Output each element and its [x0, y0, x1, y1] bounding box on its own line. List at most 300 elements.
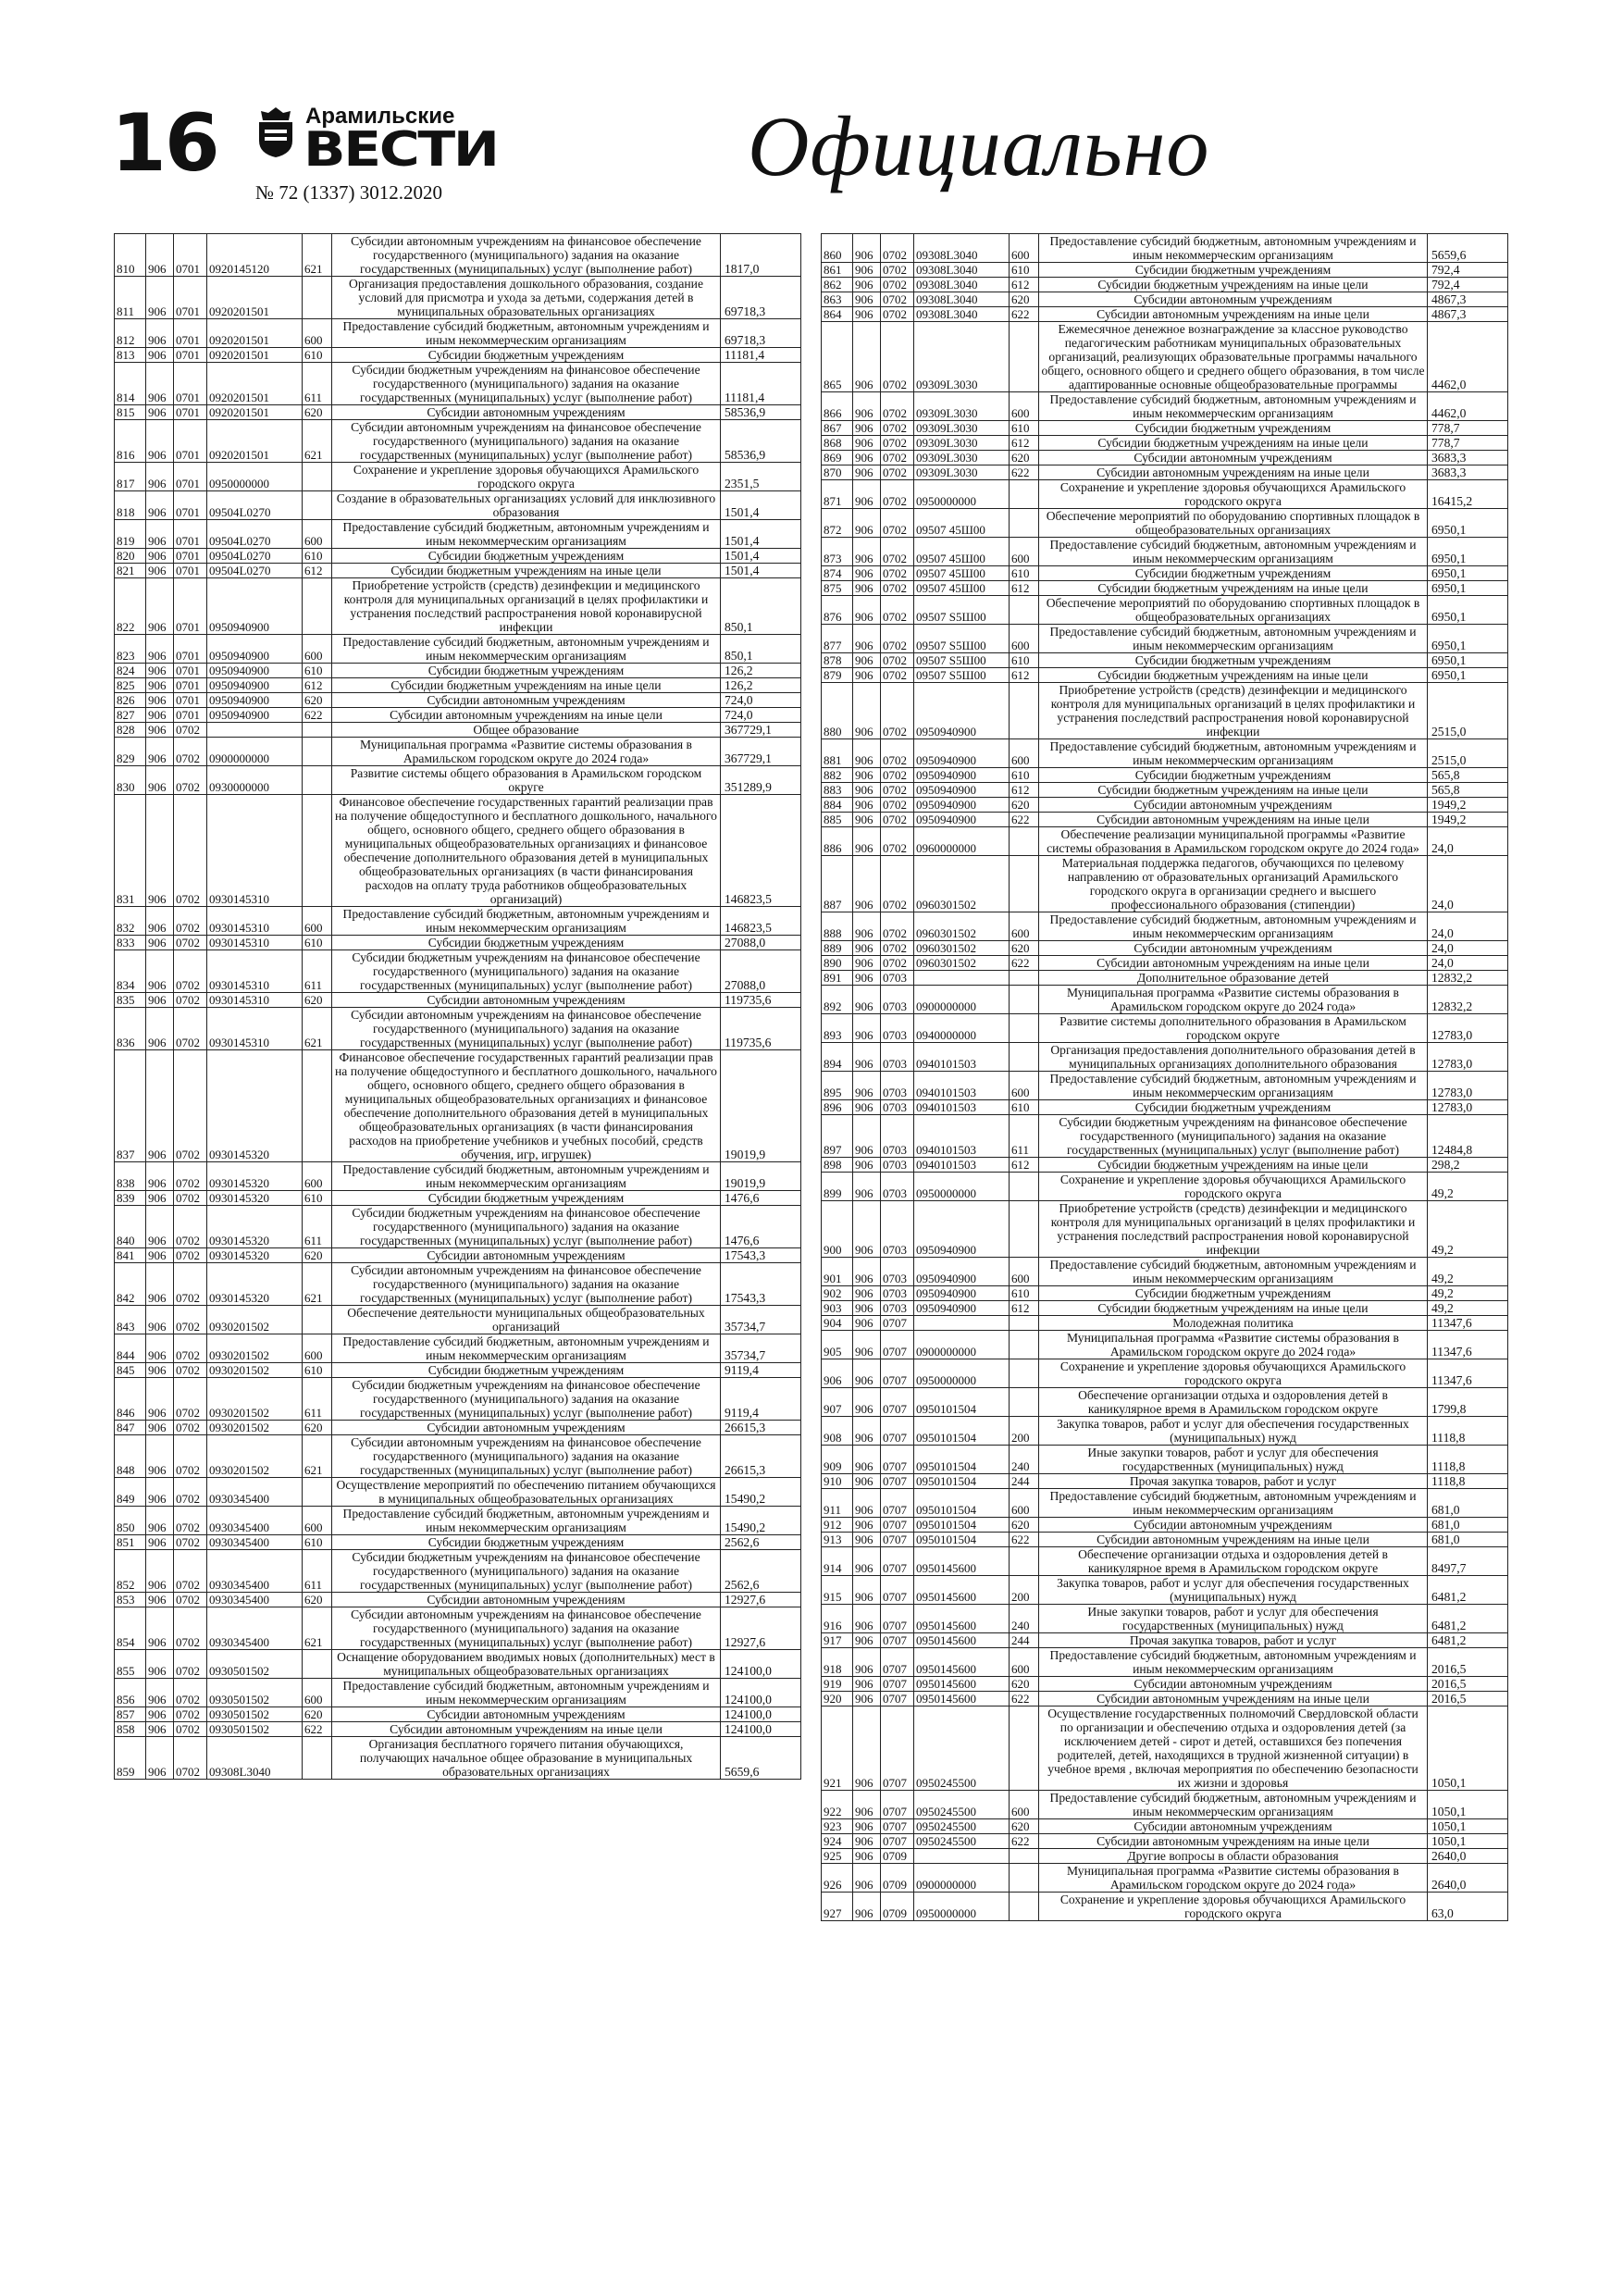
amount: 4462,0 — [1428, 322, 1508, 392]
amount: 26615,3 — [721, 1421, 801, 1435]
admin-code: 906 — [146, 1334, 174, 1363]
target-code: 0920201501 — [207, 348, 303, 363]
table-row — [822, 1633, 1508, 1648]
expense-type: 611 — [303, 363, 332, 405]
table-row — [822, 1605, 1508, 1633]
description: Организация предоставления дошкольного образования, создание условий для присмотра и ухода за детьми, содержания детей в муниципальных образовательных организациях — [332, 277, 721, 319]
amount: 11347,6 — [1428, 1359, 1508, 1388]
section-code: 0702 — [881, 798, 914, 813]
row-number: 887 — [822, 856, 853, 912]
table-row — [115, 420, 801, 463]
expense-type: 621 — [303, 1607, 332, 1650]
table-row — [822, 451, 1508, 465]
admin-code: 906 — [146, 1421, 174, 1435]
target-code: 0940000000 — [914, 1014, 1010, 1043]
section-code: 0701 — [174, 363, 207, 405]
section-code: 0702 — [881, 912, 914, 941]
amount: 6481,2 — [1428, 1633, 1508, 1648]
table-row — [115, 708, 801, 723]
target-code: 0950101504 — [914, 1446, 1010, 1474]
expense-type: 600 — [303, 1162, 332, 1191]
row-number: 831 — [115, 795, 146, 907]
table-row — [822, 596, 1508, 625]
table-row — [822, 436, 1508, 451]
amount: 146823,5 — [721, 795, 801, 907]
row-number: 873 — [822, 538, 853, 566]
description: Субсидии бюджетным учреждениям — [332, 664, 721, 678]
target-code: 0900000000 — [914, 986, 1010, 1014]
table-row — [822, 1677, 1508, 1692]
row-number: 894 — [822, 1043, 853, 1072]
admin-code: 906 — [146, 993, 174, 1008]
amount: 1050,1 — [1428, 1791, 1508, 1819]
amount: 6950,1 — [1428, 625, 1508, 653]
section-code: 0702 — [174, 1478, 207, 1507]
description: Осуществление мероприятий по обеспечению питанием обучающихся в муниципальных общеобразовательных организациях — [332, 1478, 721, 1507]
target-code: 0930201502 — [207, 1334, 303, 1363]
row-number: 898 — [822, 1158, 853, 1173]
table-row — [115, 993, 801, 1008]
description: Предоставление субсидий бюджетным, автономным учреждениям и иным некоммерческим организациям — [332, 1679, 721, 1707]
target-code: 0950000000 — [914, 1173, 1010, 1201]
expense-type: 612 — [1010, 436, 1039, 451]
section-code: 0703 — [881, 1173, 914, 1201]
section-code: 0702 — [881, 421, 914, 436]
target-code: 0930201502 — [207, 1363, 303, 1378]
row-number: 907 — [822, 1388, 853, 1417]
amount: 351289,9 — [721, 766, 801, 795]
amount: 2562,6 — [721, 1550, 801, 1593]
table-row — [822, 971, 1508, 986]
description: Субсидии бюджетным учреждениям — [332, 549, 721, 564]
row-number: 874 — [822, 566, 853, 581]
description: Субсидии бюджетным учреждениям — [332, 1191, 721, 1206]
table-row — [115, 1593, 801, 1607]
table-row — [115, 635, 801, 664]
section-code: 0702 — [174, 936, 207, 950]
section-code: 0707 — [881, 1417, 914, 1446]
section-code: 0703 — [881, 1100, 914, 1115]
row-number: 903 — [822, 1301, 853, 1316]
target-code: 0950940900 — [207, 635, 303, 664]
table-row — [822, 392, 1508, 421]
section-code: 0703 — [881, 1286, 914, 1301]
table-row — [115, 520, 801, 549]
target-code: 09309L3030 — [914, 451, 1010, 465]
admin-code: 906 — [146, 1478, 174, 1507]
description: Предоставление субсидий бюджетным, автономным учреждениям и иным некоммерческим организациям — [1039, 1489, 1428, 1518]
brand-big: ВЕСТИ — [304, 122, 498, 178]
description: Субсидии автономным учреждениям — [332, 1593, 721, 1607]
admin-code: 906 — [853, 234, 881, 263]
description: Предоставление субсидий бюджетным, автономным учреждениям и иным некоммерческим организациям — [332, 1334, 721, 1363]
section-code: 0702 — [881, 739, 914, 768]
row-number: 848 — [115, 1435, 146, 1478]
expense-type: 621 — [303, 1008, 332, 1050]
section-code: 0702 — [174, 723, 207, 738]
target-code: 09504L0270 — [207, 564, 303, 578]
amount: 778,7 — [1428, 436, 1508, 451]
row-number: 819 — [115, 520, 146, 549]
expense-type: 620 — [1010, 451, 1039, 465]
expense-type — [1010, 971, 1039, 986]
table-row — [822, 1834, 1508, 1849]
admin-code: 906 — [146, 1707, 174, 1722]
table-row — [822, 798, 1508, 813]
target-code: 0930145320 — [207, 1050, 303, 1162]
description: Материальная поддержка педагогов, обучающихся по целевому направлению от образовательных организаций Арамильского городского округа в организации среднего и высшего профессионального образования (стипендии) — [1039, 856, 1428, 912]
amount: 2016,5 — [1428, 1692, 1508, 1706]
description: Организация бесплатного горячего питания обучающихся, получающих начальное общее образование в муниципальных образовательных организациях — [332, 1737, 721, 1780]
row-number: 900 — [822, 1201, 853, 1258]
admin-code: 906 — [146, 1248, 174, 1263]
table-row — [115, 693, 801, 708]
admin-code: 906 — [146, 1162, 174, 1191]
description: Приобретение устройств (средств) дезинфекции и медицинского контроля для муниципальных организаций в целях профилактики и устранения последствий распространения новой коронавирусной инфекции — [332, 578, 721, 635]
description: Субсидии бюджетным учреждениям — [332, 1363, 721, 1378]
table-row — [822, 1359, 1508, 1388]
description: Субсидии автономным учреждениям на иные цели — [332, 708, 721, 723]
amount: 724,0 — [721, 693, 801, 708]
table-row — [115, 1421, 801, 1435]
description: Субсидии бюджетным учреждениям на иные цели — [1039, 436, 1428, 451]
expense-type: 620 — [303, 1421, 332, 1435]
admin-code: 906 — [853, 392, 881, 421]
admin-code: 906 — [853, 1633, 881, 1648]
amount: 63,0 — [1428, 1893, 1508, 1921]
table-row — [822, 783, 1508, 798]
row-number: 921 — [822, 1706, 853, 1791]
table-row — [822, 1706, 1508, 1791]
table-row — [822, 1158, 1508, 1173]
row-number: 897 — [822, 1115, 853, 1158]
admin-code: 906 — [146, 950, 174, 993]
expense-type: 620 — [1010, 1677, 1039, 1692]
admin-code: 906 — [853, 1692, 881, 1706]
row-number: 881 — [822, 739, 853, 768]
table-row — [822, 1100, 1508, 1115]
table-row — [115, 766, 801, 795]
section-code: 0701 — [174, 635, 207, 664]
target-code: 0950245500 — [914, 1706, 1010, 1791]
row-number: 838 — [115, 1162, 146, 1191]
amount: 1118,8 — [1428, 1474, 1508, 1489]
row-number: 926 — [822, 1864, 853, 1893]
table-row — [822, 1819, 1508, 1834]
expense-type: 610 — [303, 664, 332, 678]
issue-line: № 72 (1337) 3012.2020 — [255, 181, 443, 204]
description: Субсидии автономным учреждениям — [1039, 1518, 1428, 1533]
amount: 3683,3 — [1428, 465, 1508, 480]
section-code: 0702 — [881, 956, 914, 971]
admin-code: 906 — [853, 1547, 881, 1576]
description: Предоставление субсидий бюджетным, автономным учреждениям и иным некоммерческим организациям — [332, 635, 721, 664]
amount: 2640,0 — [1428, 1849, 1508, 1864]
left-column — [114, 233, 800, 1780]
expense-type: 200 — [1010, 1576, 1039, 1605]
description: Субсидии автономным учреждениям — [332, 1248, 721, 1263]
expense-type: 610 — [1010, 1286, 1039, 1301]
amount: 24,0 — [1428, 827, 1508, 856]
target-code: 0920201501 — [207, 363, 303, 405]
target-code: 0950940900 — [914, 768, 1010, 783]
expense-type: 600 — [303, 1334, 332, 1363]
table-row — [822, 1692, 1508, 1706]
description: Оснащение оборудованием вводимых новых (дополнительных) мест в муниципальных общеобразовательных организациях — [332, 1650, 721, 1679]
description: Сохранение и укрепление здоровья обучающихся Арамильского городского округа — [1039, 480, 1428, 509]
expense-type: 600 — [1010, 234, 1039, 263]
admin-code: 906 — [853, 307, 881, 322]
admin-code: 906 — [853, 1417, 881, 1446]
target-code: 09309L3030 — [914, 421, 1010, 436]
row-number: 902 — [822, 1286, 853, 1301]
description: Субсидии автономным учреждениям — [332, 405, 721, 420]
admin-code: 906 — [146, 1206, 174, 1248]
admin-code: 906 — [853, 1533, 881, 1547]
row-number: 889 — [822, 941, 853, 956]
table-row — [115, 1334, 801, 1363]
expense-type: 621 — [303, 1435, 332, 1478]
section-code: 0707 — [881, 1819, 914, 1834]
expense-type: 622 — [1010, 1834, 1039, 1849]
target-code: 0930145310 — [207, 936, 303, 950]
target-code: 09507 45Ш00 — [914, 566, 1010, 581]
description: Предоставление субсидий бюджетным, автономным учреждениям и иным некоммерческим организациям — [1039, 1258, 1428, 1286]
admin-code: 906 — [853, 451, 881, 465]
table-row — [115, 1550, 801, 1593]
admin-code: 906 — [853, 956, 881, 971]
admin-code: 906 — [853, 1893, 881, 1921]
description: Субсидии автономным учреждениям — [332, 1707, 721, 1722]
description: Предоставление субсидий бюджетным, автономным учреждениям и иным некоммерческим организациям — [332, 319, 721, 348]
target-code: 09309L3030 — [914, 436, 1010, 451]
description: Развитие системы дополнительного образования в Арамильском городском округе — [1039, 1014, 1428, 1043]
amount: 2351,5 — [721, 463, 801, 491]
section-code: 0702 — [174, 1206, 207, 1248]
section-code: 0702 — [174, 1050, 207, 1162]
description: Субсидии автономным учреждениям на финансовое обеспечение государственного (муниципального) задания на оказание государственных (муниципальных) услуг (выполнение работ) — [332, 1263, 721, 1306]
target-code: 0920201501 — [207, 420, 303, 463]
table-row — [822, 1417, 1508, 1446]
amount: 792,4 — [1428, 278, 1508, 292]
table-row — [115, 1507, 801, 1535]
description: Субсидии автономным учреждениям — [1039, 1677, 1428, 1692]
description: Развитие системы общего образования в Арамильском городском округе — [332, 766, 721, 795]
row-number: 847 — [115, 1421, 146, 1435]
target-code: 0930145310 — [207, 907, 303, 936]
admin-code: 906 — [853, 798, 881, 813]
admin-code: 906 — [146, 723, 174, 738]
target-code: 0940101503 — [914, 1043, 1010, 1072]
row-number: 915 — [822, 1576, 853, 1605]
expense-type — [1010, 1893, 1039, 1921]
target-code: 0900000000 — [207, 738, 303, 766]
section-code: 0707 — [881, 1677, 914, 1692]
admin-code: 906 — [146, 678, 174, 693]
table-row — [115, 1478, 801, 1507]
admin-code: 906 — [853, 1518, 881, 1533]
target-code: 0950245500 — [914, 1834, 1010, 1849]
table-row — [822, 813, 1508, 827]
row-number: 832 — [115, 907, 146, 936]
table-row — [822, 480, 1508, 509]
section-code: 0707 — [881, 1316, 914, 1331]
expense-type: 620 — [303, 1593, 332, 1607]
table-row — [115, 1722, 801, 1737]
description: Субсидии бюджетным учреждениям на иные цели — [1039, 581, 1428, 596]
target-code: 0930145320 — [207, 1162, 303, 1191]
row-number: 885 — [822, 813, 853, 827]
amount: 12832,2 — [1428, 986, 1508, 1014]
expense-type — [303, 1478, 332, 1507]
section-code: 0702 — [881, 307, 914, 322]
amount: 4867,3 — [1428, 307, 1508, 322]
table-row — [822, 1849, 1508, 1864]
section-code: 0702 — [881, 538, 914, 566]
row-number: 842 — [115, 1263, 146, 1306]
expense-type: 610 — [1010, 263, 1039, 278]
expense-type — [303, 1050, 332, 1162]
description: Предоставление субсидий бюджетным, автономным учреждениям и иным некоммерческим организациям — [1039, 392, 1428, 421]
section-title: Официально — [748, 99, 1210, 193]
section-code: 0709 — [881, 1893, 914, 1921]
admin-code: 906 — [853, 1100, 881, 1115]
section-code: 0702 — [881, 292, 914, 307]
target-code: 0930501502 — [207, 1722, 303, 1737]
description: Предоставление субсидий бюджетным, автономным учреждениям и иным некоммерческим организациям — [332, 907, 721, 936]
expense-type — [303, 1737, 332, 1780]
row-number: 896 — [822, 1100, 853, 1115]
section-code: 0702 — [174, 1650, 207, 1679]
table-row — [822, 1173, 1508, 1201]
table-row — [822, 1648, 1508, 1677]
section-code: 0701 — [174, 348, 207, 363]
amount: 8497,7 — [1428, 1547, 1508, 1576]
description: Субсидии автономным учреждениям на иные цели — [1039, 956, 1428, 971]
row-number: 845 — [115, 1363, 146, 1378]
row-number: 905 — [822, 1331, 853, 1359]
admin-code: 906 — [853, 1286, 881, 1301]
expense-type: 240 — [1010, 1605, 1039, 1633]
amount: 26615,3 — [721, 1435, 801, 1478]
expense-type: 600 — [1010, 1258, 1039, 1286]
table-row — [115, 491, 801, 520]
row-number: 853 — [115, 1593, 146, 1607]
table-row — [115, 463, 801, 491]
expense-type — [1010, 480, 1039, 509]
amount: 1050,1 — [1428, 1819, 1508, 1834]
expense-type: 610 — [1010, 768, 1039, 783]
table-row — [822, 986, 1508, 1014]
row-number: 854 — [115, 1607, 146, 1650]
target-code: 0930345400 — [207, 1607, 303, 1650]
target-code: 0960000000 — [914, 827, 1010, 856]
target-code: 0940101503 — [914, 1115, 1010, 1158]
target-code: 0950940900 — [207, 678, 303, 693]
description: Обеспечение реализации муниципальной программы «Развитие системы образования в Арамильском городском округе до 2024 года» — [1039, 827, 1428, 856]
target-code — [914, 1316, 1010, 1331]
description: Субсидии бюджетным учреждениям на финансовое обеспечение государственного (муниципального) задания на оказание государственных (муниципальных) услуг (выполнение работ) — [1039, 1115, 1428, 1158]
section-code: 0702 — [174, 1306, 207, 1334]
table-row — [822, 509, 1508, 538]
description: Обеспечение мероприятий по оборудованию спортивных площадок в общеобразовательных организациях — [1039, 509, 1428, 538]
table-row — [115, 1378, 801, 1421]
description: Субсидии бюджетным учреждениям — [1039, 1100, 1428, 1115]
amount: 119735,6 — [721, 1008, 801, 1050]
section-code: 0707 — [881, 1547, 914, 1576]
target-code: 0940101503 — [914, 1100, 1010, 1115]
row-number: 880 — [822, 683, 853, 739]
expense-type: 600 — [303, 520, 332, 549]
section-code: 0707 — [881, 1446, 914, 1474]
section-code: 0702 — [174, 1191, 207, 1206]
target-code: 09507 45Ш00 — [914, 581, 1010, 596]
section-code: 0702 — [881, 278, 914, 292]
table-row — [115, 1162, 801, 1191]
table-row — [115, 950, 801, 993]
admin-code: 906 — [853, 1605, 881, 1633]
expense-type — [303, 795, 332, 907]
section-code: 0703 — [881, 1014, 914, 1043]
target-code: 0950101504 — [914, 1417, 1010, 1446]
target-code: 0930145320 — [207, 1248, 303, 1263]
section-code: 0707 — [881, 1605, 914, 1633]
row-number: 836 — [115, 1008, 146, 1050]
expense-type: 600 — [1010, 392, 1039, 421]
expense-type: 612 — [303, 564, 332, 578]
description: Субсидии бюджетным учреждениям на иные цели — [1039, 668, 1428, 683]
admin-code: 906 — [853, 1474, 881, 1489]
section-code: 0701 — [174, 549, 207, 564]
target-code: 09308L3040 — [207, 1737, 303, 1780]
admin-code: 906 — [146, 1306, 174, 1334]
table-row — [822, 912, 1508, 941]
amount: 58536,9 — [721, 420, 801, 463]
row-number: 925 — [822, 1849, 853, 1864]
amount: 6481,2 — [1428, 1576, 1508, 1605]
description: Общее образование — [332, 723, 721, 738]
section-code: 0702 — [881, 783, 914, 798]
description: Субсидии бюджетным учреждениям на финансовое обеспечение государственного (муниципального) задания на оказание государственных (муниципальных) услуг (выполнение работ) — [332, 1378, 721, 1421]
amount: 2016,5 — [1428, 1648, 1508, 1677]
expense-type: 610 — [303, 549, 332, 564]
target-code: 0920201501 — [207, 405, 303, 420]
admin-code: 906 — [146, 348, 174, 363]
expense-type: 610 — [1010, 566, 1039, 581]
row-number: 868 — [822, 436, 853, 451]
section-code: 0702 — [881, 596, 914, 625]
amount: 367729,1 — [721, 738, 801, 766]
expense-type: 200 — [1010, 1417, 1039, 1446]
description: Субсидии бюджетным учреждениям на иные цели — [332, 564, 721, 578]
table-row — [822, 1864, 1508, 1893]
expense-type: 244 — [1010, 1633, 1039, 1648]
amount: 1476,6 — [721, 1191, 801, 1206]
admin-code: 906 — [146, 936, 174, 950]
admin-code: 906 — [853, 322, 881, 392]
description: Субсидии автономным учреждениям на иные цели — [1039, 1533, 1428, 1547]
description: Субсидии автономным учреждениям — [332, 693, 721, 708]
amount: 1050,1 — [1428, 1706, 1508, 1791]
expense-type — [1010, 683, 1039, 739]
row-number: 909 — [822, 1446, 853, 1474]
row-number: 834 — [115, 950, 146, 993]
expense-type: 600 — [1010, 1791, 1039, 1819]
table-row — [115, 1679, 801, 1707]
row-number: 864 — [822, 307, 853, 322]
row-number: 863 — [822, 292, 853, 307]
description: Субсидии бюджетным учреждениям на финансовое обеспечение государственного (муниципального) задания на оказание государственных (муниципальных) услуг (выполнение работ) — [332, 950, 721, 993]
